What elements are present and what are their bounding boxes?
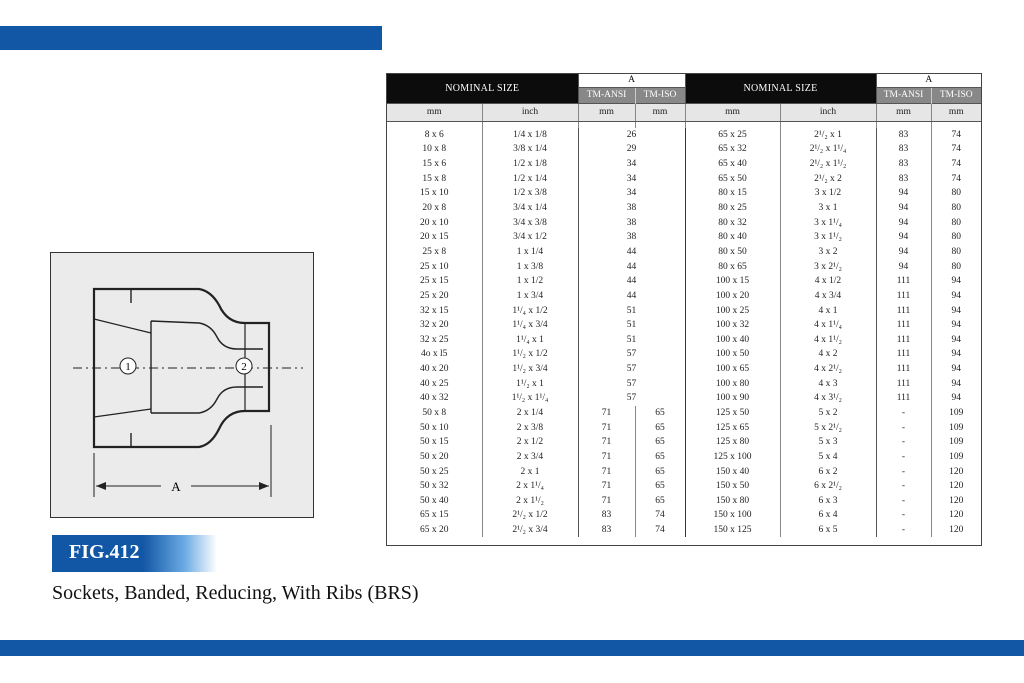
table-row bbox=[387, 259, 981, 274]
figure-caption: Sockets, Banded, Reducing, With Ribs (BRS) bbox=[52, 582, 419, 604]
cell-left-mm: 40 x 32 bbox=[420, 393, 449, 404]
header-nominal-size-right: NOMINAL SIZE bbox=[685, 74, 876, 103]
cell-right-tm-ansi: - bbox=[876, 450, 931, 465]
figure-label: FIG.412 bbox=[69, 541, 140, 563]
cell-right-mm: 100 x 25 bbox=[685, 303, 780, 318]
cell-right-tm-ansi: 111 bbox=[876, 362, 931, 377]
cell-left-a-merged: 44 bbox=[578, 289, 685, 304]
table-body bbox=[387, 121, 981, 537]
cell-right-inch: 6 x 2¹/₂ bbox=[780, 479, 876, 494]
cell-right-inch: 4 x 3¹/₂ bbox=[780, 391, 876, 406]
cell-left-a-merged: 34 bbox=[578, 186, 685, 201]
table-row bbox=[387, 494, 981, 509]
cell-left-inch: 3/4 x 3/8 bbox=[482, 215, 578, 230]
cell-right-mm: 80 x 25 bbox=[685, 201, 780, 216]
cell-right-inch: 4 x 1¹/₂ bbox=[780, 332, 876, 347]
cell-right-tm-iso: 109 bbox=[931, 406, 981, 421]
cell-right-inch: 6 x 5 bbox=[780, 523, 876, 538]
cell-right-mm: 150 x 50 bbox=[685, 479, 780, 494]
cell-right-tm-iso: 94 bbox=[931, 347, 981, 362]
cell-right-inch: 6 x 4 bbox=[780, 508, 876, 523]
cell-left-tm-ansi: 83 bbox=[578, 523, 635, 538]
cell-right-tm-ansi: 83 bbox=[876, 157, 931, 172]
cell-right-tm-ansi: 94 bbox=[876, 186, 931, 201]
header-a-right: A bbox=[876, 74, 981, 87]
cell-left-inch: 2 x 3/8 bbox=[482, 420, 578, 435]
header-inch-left: inch bbox=[482, 103, 578, 121]
cell-right-mm: 100 x 65 bbox=[685, 362, 780, 377]
cell-left-mm: 25 x 10 bbox=[420, 261, 449, 272]
table-row bbox=[387, 171, 981, 186]
cell-left-a-merged: 51 bbox=[578, 303, 685, 318]
cell-right-tm-ansi: 111 bbox=[876, 318, 931, 333]
table-row bbox=[387, 450, 981, 465]
cell-right-inch: 5 x 2¹/₂ bbox=[780, 420, 876, 435]
cell-left-tm-ansi: 83 bbox=[578, 508, 635, 523]
cell-right-mm: 150 x 125 bbox=[685, 523, 780, 538]
cell-right-mm: 125 x 50 bbox=[685, 406, 780, 421]
cell-left-tm-ansi: 71 bbox=[578, 464, 635, 479]
cell-left-inch: 1 x 3/4 bbox=[482, 289, 578, 304]
cell-right-tm-ansi: - bbox=[876, 406, 931, 421]
cell-right-tm-iso: 120 bbox=[931, 464, 981, 479]
cell-left-a-merged: 34 bbox=[578, 157, 685, 172]
cell-left-inch: 2 x 1/4 bbox=[482, 406, 578, 421]
cell-left-mm: 50 x 8 bbox=[422, 407, 447, 418]
port-1-label: 1 bbox=[125, 361, 131, 373]
dimensions-table bbox=[386, 73, 982, 546]
cell-left-inch: 1¹/₂ x 1 bbox=[482, 376, 578, 391]
figure-label-badge bbox=[52, 535, 217, 572]
cell-left-inch: 3/4 x 1/2 bbox=[482, 230, 578, 245]
cell-right-inch: 4 x 1 bbox=[780, 303, 876, 318]
cell-right-tm-iso: 94 bbox=[931, 362, 981, 377]
cell-right-tm-iso: 80 bbox=[931, 245, 981, 260]
cell-right-tm-ansi: 94 bbox=[876, 245, 931, 260]
cell-right-inch: 3 x 1¹/₂ bbox=[780, 230, 876, 245]
cell-left-inch: 1¹/₄ x 3/4 bbox=[482, 318, 578, 333]
cell-left-tm-ansi: 71 bbox=[578, 479, 635, 494]
header-tm-ansi-right: TM-ANSI bbox=[876, 87, 931, 103]
cell-right-tm-iso: 109 bbox=[931, 435, 981, 450]
cell-left-mm: 15 x 8 bbox=[422, 173, 447, 184]
table-row bbox=[387, 142, 981, 157]
cell-right-tm-iso: 80 bbox=[931, 230, 981, 245]
cell-left-tm-iso: 74 bbox=[635, 523, 685, 538]
cell-right-tm-iso: 94 bbox=[931, 303, 981, 318]
cell-left-a-merged: 26 bbox=[578, 128, 685, 143]
cell-left-mm: 10 x 8 bbox=[422, 144, 447, 155]
table-row bbox=[387, 201, 981, 216]
cell-left-mm: 20 x 15 bbox=[420, 232, 449, 243]
cell-right-tm-iso: 120 bbox=[931, 479, 981, 494]
table-row bbox=[387, 215, 981, 230]
cell-right-tm-ansi: 111 bbox=[876, 303, 931, 318]
header-mm-ansi-left: mm bbox=[578, 103, 635, 121]
cell-left-mm: 25 x 8 bbox=[422, 246, 447, 257]
cell-right-tm-iso: 94 bbox=[931, 289, 981, 304]
cell-left-a-merged: 29 bbox=[578, 142, 685, 157]
cell-left-tm-ansi: 71 bbox=[578, 494, 635, 509]
cell-right-tm-iso: 120 bbox=[931, 508, 981, 523]
table-row bbox=[387, 508, 981, 523]
dim-arrow-left bbox=[96, 482, 106, 490]
cell-right-tm-iso: 74 bbox=[931, 128, 981, 143]
table-row bbox=[387, 391, 981, 406]
cell-right-tm-iso: 120 bbox=[931, 523, 981, 538]
cell-right-mm: 65 x 25 bbox=[685, 128, 780, 143]
cell-right-tm-iso: 80 bbox=[931, 186, 981, 201]
cell-left-inch: 2 x 3/4 bbox=[482, 450, 578, 465]
cell-left-inch: 1/2 x 1/4 bbox=[482, 171, 578, 186]
header-mm-left: mm bbox=[387, 103, 482, 121]
cell-right-tm-ansi: - bbox=[876, 508, 931, 523]
table-row bbox=[387, 128, 981, 143]
cell-left-tm-ansi: 71 bbox=[578, 420, 635, 435]
cell-left-tm-iso: 65 bbox=[635, 420, 685, 435]
cell-left-inch: 1 x 3/8 bbox=[482, 259, 578, 274]
cell-left-a-merged: 38 bbox=[578, 201, 685, 216]
cell-right-tm-ansi: 94 bbox=[876, 201, 931, 216]
cell-right-inch: 6 x 3 bbox=[780, 494, 876, 509]
cell-right-mm: 80 x 40 bbox=[685, 230, 780, 245]
cell-right-mm: 65 x 32 bbox=[685, 142, 780, 157]
cell-right-inch: 3 x 1/2 bbox=[780, 186, 876, 201]
cell-left-tm-iso: 65 bbox=[635, 435, 685, 450]
cell-left-mm: 50 x 32 bbox=[420, 481, 449, 492]
cell-left-a-merged: 44 bbox=[578, 245, 685, 260]
cell-left-mm: 32 x 25 bbox=[420, 334, 449, 345]
cell-right-mm: 80 x 15 bbox=[685, 186, 780, 201]
cell-right-mm: 125 x 80 bbox=[685, 435, 780, 450]
cell-left-a-merged: 34 bbox=[578, 171, 685, 186]
table-row bbox=[387, 274, 981, 289]
cell-right-inch: 6 x 2 bbox=[780, 464, 876, 479]
cell-left-mm: 65 x 20 bbox=[420, 525, 449, 536]
cell-right-tm-iso: 120 bbox=[931, 494, 981, 509]
cell-right-inch: 4 x 2 bbox=[780, 347, 876, 362]
cell-left-a-merged: 38 bbox=[578, 215, 685, 230]
cell-left-mm: 50 x 15 bbox=[420, 437, 449, 448]
cell-right-tm-iso: 74 bbox=[931, 142, 981, 157]
cell-right-tm-ansi: 94 bbox=[876, 230, 931, 245]
cell-left-inch: 2 x 1/2 bbox=[482, 435, 578, 450]
header-inch-right: inch bbox=[780, 103, 876, 121]
cell-right-mm: 100 x 32 bbox=[685, 318, 780, 333]
cell-right-inch: 5 x 4 bbox=[780, 450, 876, 465]
table-row bbox=[387, 376, 981, 391]
cell-left-a-merged: 44 bbox=[578, 259, 685, 274]
cell-left-mm: 25 x 15 bbox=[420, 276, 449, 287]
cell-left-mm: 40 x 20 bbox=[420, 364, 449, 375]
cell-left-a-merged: 57 bbox=[578, 362, 685, 377]
cell-right-tm-ansi: - bbox=[876, 523, 931, 538]
table-row bbox=[387, 303, 981, 318]
cell-left-inch: 1¹/₄ x 1 bbox=[482, 332, 578, 347]
cell-right-mm: 150 x 40 bbox=[685, 464, 780, 479]
table-row bbox=[387, 186, 981, 201]
cell-right-tm-ansi: - bbox=[876, 420, 931, 435]
cell-left-mm: 20 x 8 bbox=[422, 203, 447, 214]
cell-left-tm-iso: 65 bbox=[635, 406, 685, 421]
cell-left-a-merged: 57 bbox=[578, 391, 685, 406]
cell-right-mm: 100 x 15 bbox=[685, 274, 780, 289]
cell-right-mm: 80 x 65 bbox=[685, 259, 780, 274]
cell-left-mm: 32 x 20 bbox=[420, 320, 449, 331]
cell-left-a-merged: 44 bbox=[578, 274, 685, 289]
cell-right-tm-iso: 94 bbox=[931, 376, 981, 391]
cell-left-inch: 2 x 1¹/₂ bbox=[482, 494, 578, 509]
cell-right-tm-iso: 80 bbox=[931, 259, 981, 274]
cell-right-inch: 2¹/₂ x 1¹/₂ bbox=[780, 157, 876, 172]
header-mm-right: mm bbox=[685, 103, 780, 121]
cell-left-inch: 1¹/₂ x 3/4 bbox=[482, 362, 578, 377]
header-tm-iso-right: TM-ISO bbox=[931, 87, 981, 103]
table-row bbox=[387, 230, 981, 245]
cell-left-inch: 1/4 x 1/8 bbox=[482, 128, 578, 143]
cell-right-tm-iso: 94 bbox=[931, 274, 981, 289]
cell-right-inch: 2¹/₂ x 2 bbox=[780, 171, 876, 186]
cell-right-mm: 150 x 80 bbox=[685, 494, 780, 509]
cell-right-mm: 65 x 40 bbox=[685, 157, 780, 172]
cell-left-inch: 1 x 1/2 bbox=[482, 274, 578, 289]
cell-left-tm-ansi: 71 bbox=[578, 450, 635, 465]
cell-right-tm-ansi: 94 bbox=[876, 259, 931, 274]
cell-right-mm: 125 x 65 bbox=[685, 420, 780, 435]
cell-right-inch: 3 x 1¹/₄ bbox=[780, 215, 876, 230]
cell-left-mm: 65 x 15 bbox=[420, 510, 449, 521]
cell-left-tm-iso: 65 bbox=[635, 464, 685, 479]
cell-right-mm: 100 x 40 bbox=[685, 332, 780, 347]
cell-right-tm-ansi: - bbox=[876, 464, 931, 479]
cell-right-tm-ansi: - bbox=[876, 435, 931, 450]
cell-right-mm: 125 x 100 bbox=[685, 450, 780, 465]
cell-right-inch: 5 x 3 bbox=[780, 435, 876, 450]
cell-right-mm: 65 x 50 bbox=[685, 171, 780, 186]
header-tm-ansi-left: TM-ANSI bbox=[578, 87, 635, 103]
table-row bbox=[387, 435, 981, 450]
cell-right-inch: 3 x 1 bbox=[780, 201, 876, 216]
cell-right-mm: 80 x 50 bbox=[685, 245, 780, 260]
cell-left-mm: 4o x l5 bbox=[421, 349, 448, 360]
cell-right-inch: 5 x 2 bbox=[780, 406, 876, 421]
cell-right-tm-iso: 80 bbox=[931, 201, 981, 216]
cell-left-mm: 32 x 15 bbox=[420, 305, 449, 316]
table-row bbox=[387, 479, 981, 494]
cell-right-mm: 100 x 90 bbox=[685, 391, 780, 406]
cell-left-inch: 1¹/₂ x 1¹/₄ bbox=[482, 391, 578, 406]
cell-left-inch: 1¹/₄ x 1/2 bbox=[482, 303, 578, 318]
cell-right-tm-ansi: - bbox=[876, 494, 931, 509]
cell-right-tm-iso: 80 bbox=[931, 215, 981, 230]
cell-left-mm: 25 x 20 bbox=[420, 290, 449, 301]
cell-right-tm-iso: 94 bbox=[931, 391, 981, 406]
cell-left-mm: 50 x 10 bbox=[420, 422, 449, 433]
cell-right-inch: 4 x 1¹/₄ bbox=[780, 318, 876, 333]
table-row bbox=[387, 289, 981, 304]
cell-right-inch: 3 x 2 bbox=[780, 245, 876, 260]
cell-right-tm-iso: 94 bbox=[931, 318, 981, 333]
port-2-label: 2 bbox=[241, 361, 247, 373]
cell-left-tm-ansi: 71 bbox=[578, 435, 635, 450]
cell-left-inch: 1/2 x 3/8 bbox=[482, 186, 578, 201]
cell-left-mm: 50 x 25 bbox=[420, 466, 449, 477]
table-row bbox=[387, 362, 981, 377]
table-row bbox=[387, 157, 981, 172]
table-row bbox=[387, 347, 981, 362]
cell-left-inch: 2¹/₂ x 1/2 bbox=[482, 508, 578, 523]
cell-right-tm-iso: 109 bbox=[931, 450, 981, 465]
cell-right-tm-ansi: 83 bbox=[876, 142, 931, 157]
cell-right-mm: 100 x 20 bbox=[685, 289, 780, 304]
cell-left-a-merged: 51 bbox=[578, 318, 685, 333]
cell-right-mm: 100 x 50 bbox=[685, 347, 780, 362]
cell-left-inch: 2 x 1¹/₄ bbox=[482, 479, 578, 494]
table-row bbox=[387, 332, 981, 347]
cell-right-inch: 4 x 3 bbox=[780, 376, 876, 391]
cell-right-inch: 4 x 2¹/₂ bbox=[780, 362, 876, 377]
table-row bbox=[387, 318, 981, 333]
header-mm-iso-left: mm bbox=[635, 103, 685, 121]
cell-right-tm-iso: 74 bbox=[931, 157, 981, 172]
top-accent-bar bbox=[0, 26, 382, 50]
cell-left-inch: 2¹/₂ x 3/4 bbox=[482, 523, 578, 538]
cell-left-a-merged: 57 bbox=[578, 376, 685, 391]
table-row bbox=[387, 523, 981, 538]
cell-right-mm: 150 x 100 bbox=[685, 508, 780, 523]
cell-right-mm: 100 x 80 bbox=[685, 376, 780, 391]
cell-left-inch: 3/8 x 1/4 bbox=[482, 142, 578, 157]
table-row bbox=[387, 406, 981, 421]
taper-top bbox=[94, 319, 151, 333]
cell-right-inch: 3 x 2¹/₂ bbox=[780, 259, 876, 274]
cell-left-inch: 1/2 x 1/8 bbox=[482, 157, 578, 172]
cell-left-tm-ansi: 71 bbox=[578, 406, 635, 421]
cell-left-tm-iso: 65 bbox=[635, 450, 685, 465]
cell-right-tm-iso: 74 bbox=[931, 171, 981, 186]
cell-left-a-merged: 57 bbox=[578, 347, 685, 362]
header-tm-iso-left: TM-ISO bbox=[635, 87, 685, 103]
taper-bottom bbox=[94, 409, 151, 417]
header-mm-iso-right: mm bbox=[931, 103, 981, 121]
cell-left-a-merged: 38 bbox=[578, 230, 685, 245]
cell-right-tm-iso: 109 bbox=[931, 420, 981, 435]
table-row bbox=[387, 420, 981, 435]
cell-left-mm: 40 x 25 bbox=[420, 378, 449, 389]
cell-left-tm-iso: 65 bbox=[635, 479, 685, 494]
cell-left-mm: 15 x 6 bbox=[422, 159, 447, 170]
table-row bbox=[387, 464, 981, 479]
cell-left-mm: 50 x 20 bbox=[420, 451, 449, 462]
cell-right-tm-ansi: 111 bbox=[876, 332, 931, 347]
cell-left-tm-iso: 65 bbox=[635, 494, 685, 509]
cell-left-tm-iso: 74 bbox=[635, 508, 685, 523]
cell-left-mm: 20 x 10 bbox=[420, 217, 449, 228]
cell-left-mm: 8 x 6 bbox=[424, 129, 444, 140]
cell-right-inch: 2¹/₂ x 1 bbox=[780, 128, 876, 143]
reducing-socket-diagram bbox=[51, 253, 313, 517]
bottom-accent-bar bbox=[0, 640, 1024, 656]
cell-left-mm: 15 x 10 bbox=[420, 188, 449, 199]
cell-left-inch: 1 x 1/4 bbox=[482, 245, 578, 260]
cell-left-inch: 2 x 1 bbox=[482, 464, 578, 479]
dim-label-a: A bbox=[171, 479, 181, 494]
header-nominal-size-left: NOMINAL SIZE bbox=[387, 74, 578, 103]
header-mm-ansi-right: mm bbox=[876, 103, 931, 121]
cell-right-tm-ansi: 111 bbox=[876, 376, 931, 391]
cell-right-tm-ansi: 83 bbox=[876, 128, 931, 143]
dim-arrow-right bbox=[259, 482, 269, 490]
cell-left-mm: 50 x 40 bbox=[420, 495, 449, 506]
cell-right-mm: 80 x 32 bbox=[685, 215, 780, 230]
header-a-left: A bbox=[578, 74, 685, 87]
cell-right-tm-iso: 94 bbox=[931, 332, 981, 347]
fitting-drawing bbox=[50, 252, 314, 518]
cell-right-inch: 2¹/₂ x 1¹/₄ bbox=[780, 142, 876, 157]
cell-right-tm-ansi: 94 bbox=[876, 215, 931, 230]
cell-left-inch: 3/4 x 1/4 bbox=[482, 201, 578, 216]
cell-right-tm-ansi: 111 bbox=[876, 391, 931, 406]
cell-left-inch: 1¹/₂ x 1/2 bbox=[482, 347, 578, 362]
cell-right-tm-ansi: 83 bbox=[876, 171, 931, 186]
cell-right-tm-ansi: - bbox=[876, 479, 931, 494]
cell-left-a-merged: 51 bbox=[578, 332, 685, 347]
table-row bbox=[387, 245, 981, 260]
cell-right-inch: 4 x 1/2 bbox=[780, 274, 876, 289]
cell-right-inch: 4 x 3/4 bbox=[780, 289, 876, 304]
cell-right-tm-ansi: 111 bbox=[876, 347, 931, 362]
cell-right-tm-ansi: 111 bbox=[876, 289, 931, 304]
cell-right-tm-ansi: 111 bbox=[876, 274, 931, 289]
